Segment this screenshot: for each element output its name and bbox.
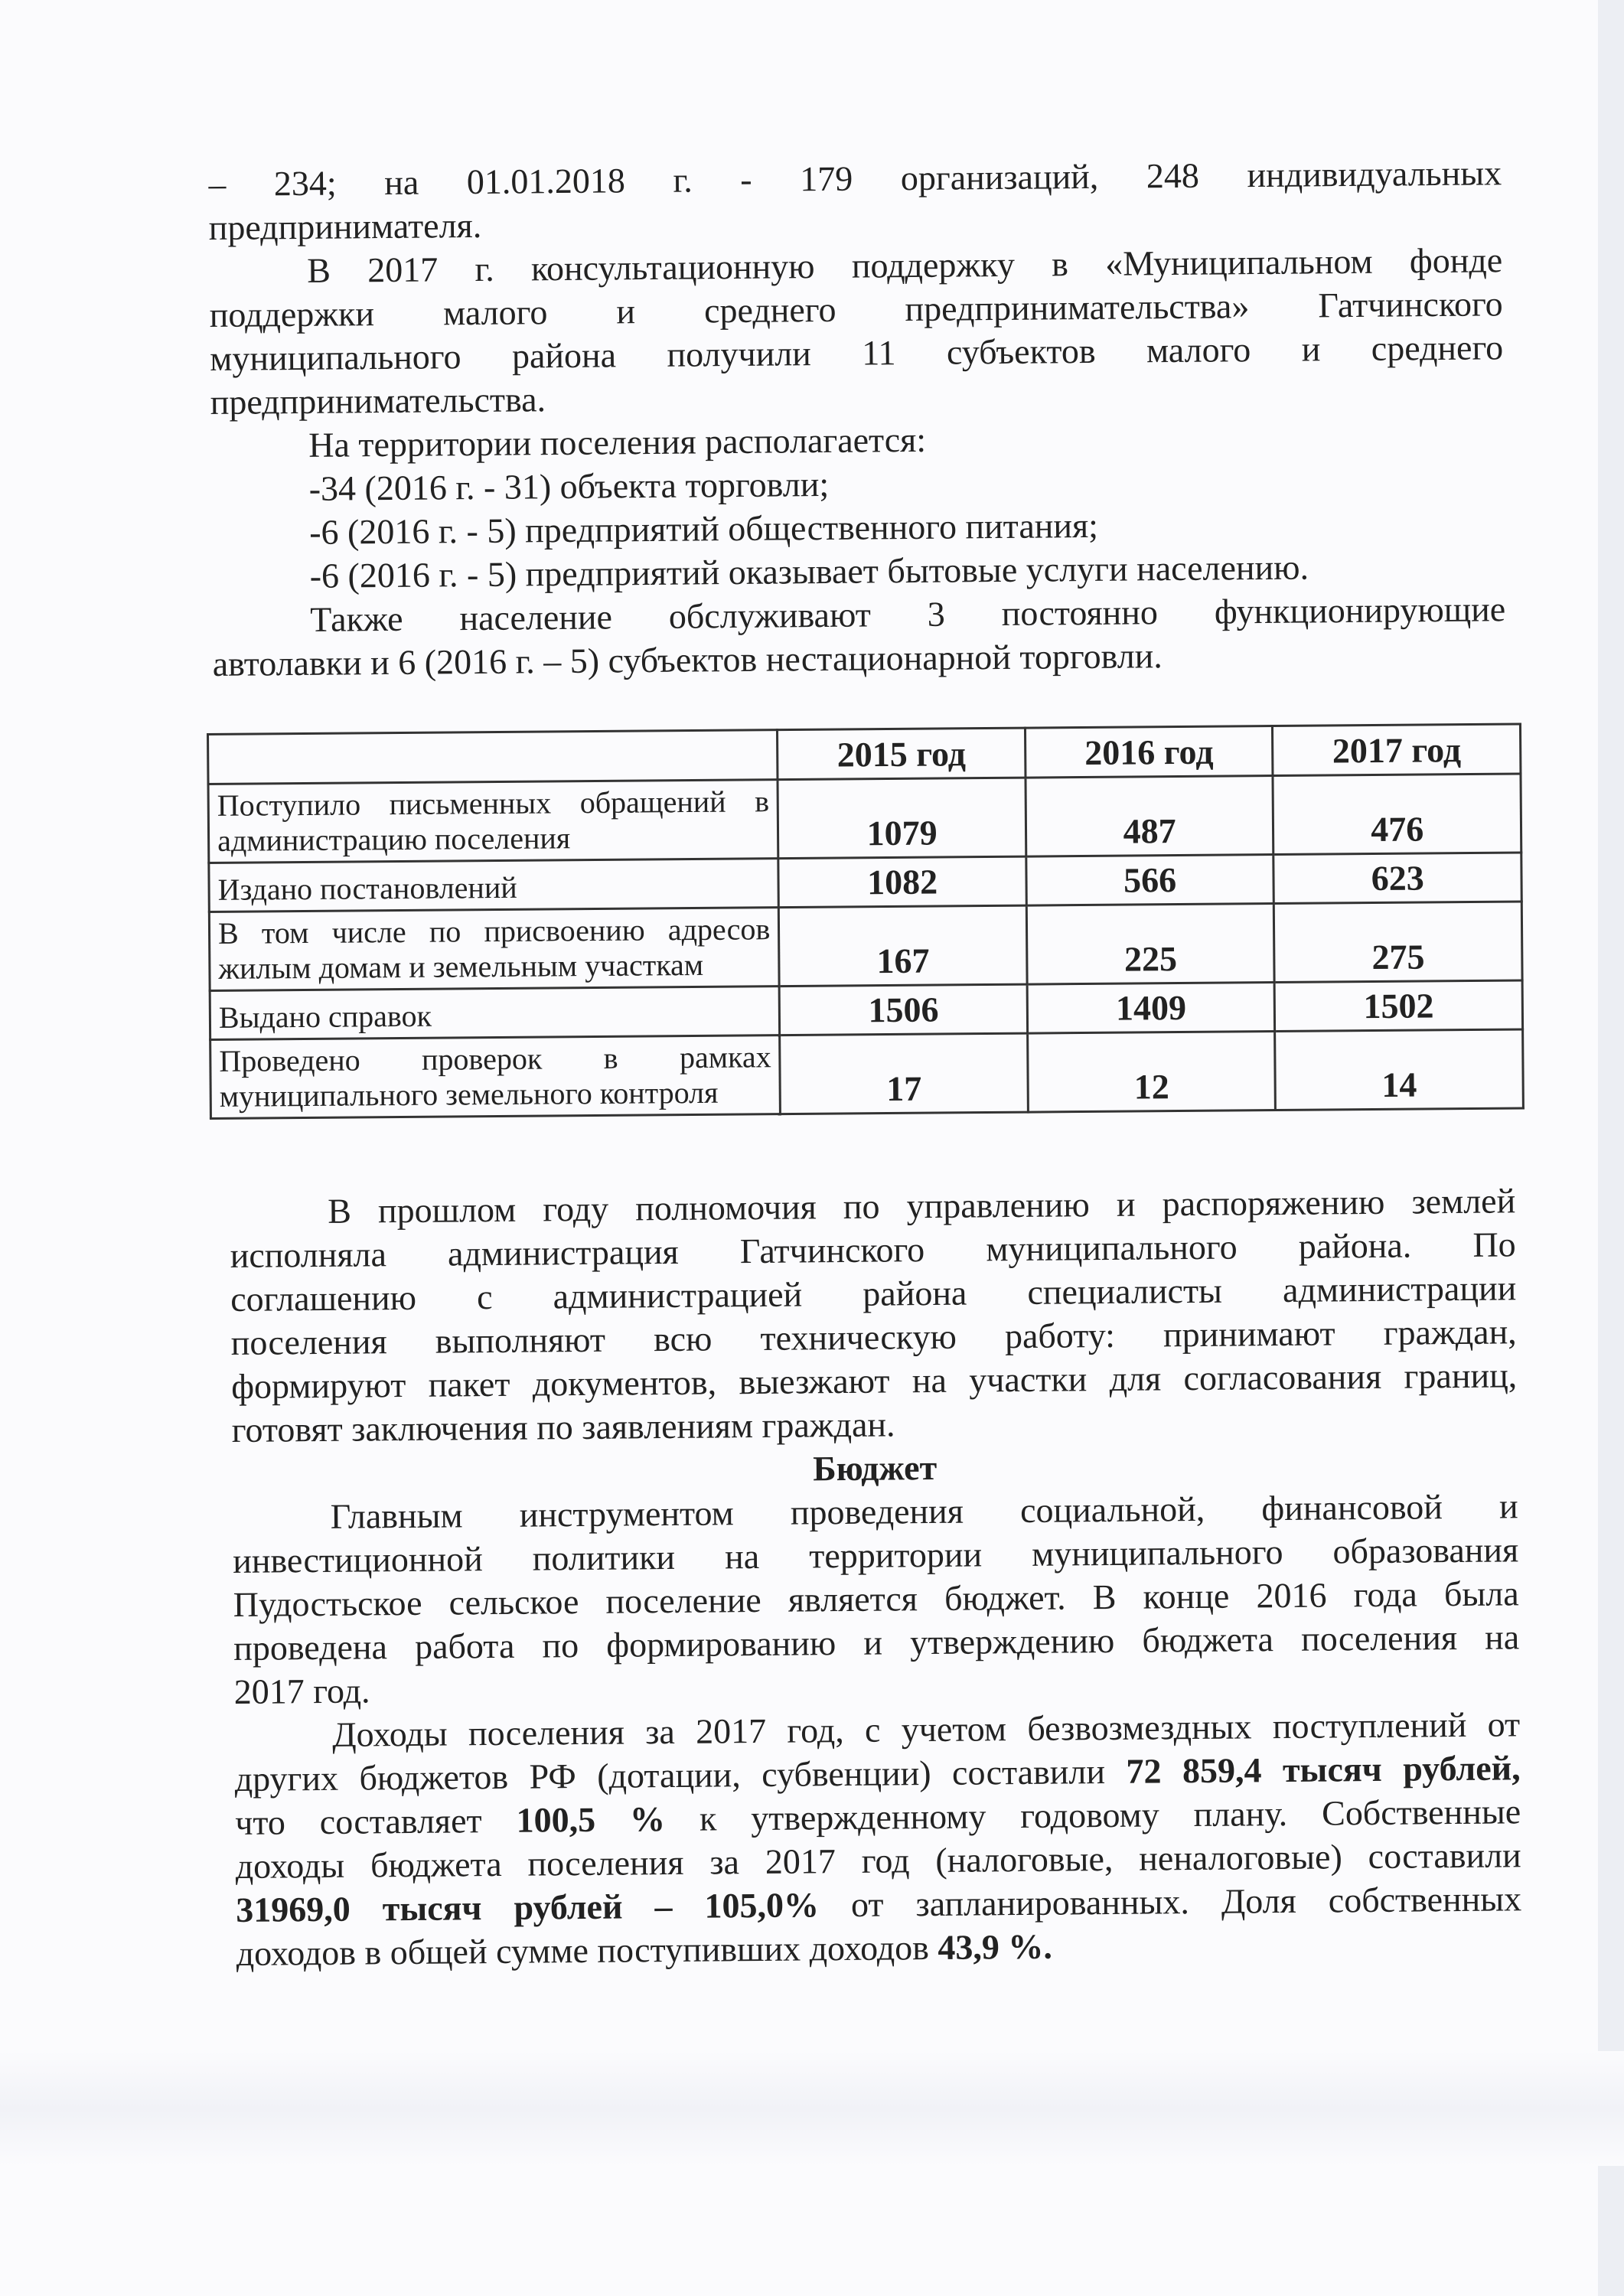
row-label: Проведено проверок в рамках муниципального земельного контроля (210, 1035, 781, 1119)
text: доходов в общей сумме поступивших доходов (236, 1927, 938, 1973)
cell-value: 487 (1026, 776, 1273, 857)
cell-value: 17 (780, 1033, 1028, 1114)
text: соглашению с администрацией района специалисты администрации (230, 1268, 1517, 1319)
intro-text (208, 151, 1506, 686)
text: предпринимательства. (210, 380, 546, 422)
text: Также население обслуживают 3 постоянно функционирующие (309, 589, 1506, 639)
column-header: 2015 год (778, 728, 1026, 780)
text: автолавки и 6 (2016 г. – 5) субъектов нестационарной торговли. (212, 636, 1163, 683)
table-row (210, 1029, 1524, 1118)
cell-value: 1082 (778, 856, 1026, 908)
text: Доходы поселения за 2017 год, с учетом безвозмездных поступлений от (331, 1704, 1521, 1754)
text: поддержки малого и среднего предпринимательства» Гатчинского (209, 284, 1503, 334)
cell-value: 12 (1027, 1032, 1275, 1113)
statistics-table (207, 723, 1525, 1120)
text: готовят заключения по заявлениям граждан. (231, 1404, 895, 1450)
text: исполняла администрация Гатчинского муниципального района. По (230, 1225, 1516, 1275)
text: -6 (2016 г. - 5) предприятий общественного питания; (309, 505, 1099, 552)
text: инвестиционной политики на территории муниципального образования (233, 1530, 1519, 1580)
row-label: В том числе по присвоению адресов жилым домам и земельным участкам (209, 908, 779, 991)
text: проведена работа по формированию и утверждению бюджета поселения на (233, 1617, 1520, 1668)
table-row (209, 902, 1522, 990)
text: В 2017 г. консультационную поддержку в «Муниципальном фонде (307, 240, 1503, 290)
cell-value: 1409 (1027, 983, 1275, 1034)
scan-edge (1598, 0, 1624, 2296)
cell-value: 275 (1274, 902, 1522, 983)
text: муниципального района получили 11 субъектов малого и среднего (210, 328, 1504, 378)
bold-text: Бюджет (812, 1447, 938, 1489)
text: доходы бюджета поселения за 2017 год (налоговые, неналоговые) составили (235, 1835, 1521, 1886)
text: что составляет (234, 1800, 517, 1842)
bold-text: 100,5 % (516, 1799, 666, 1840)
cell-value: 225 (1026, 904, 1274, 985)
cell-value: 14 (1275, 1029, 1523, 1110)
text: формируют пакет документов, выезжают на участки для согласования границ, (231, 1355, 1518, 1406)
text: к утвержденному годовому плану. Собственные (664, 1792, 1521, 1839)
text: предпринимателя. (208, 205, 482, 247)
column-header: 2017 год (1273, 724, 1521, 776)
cell-value: 1079 (778, 778, 1026, 859)
cell-value: 566 (1026, 855, 1274, 906)
table-row (208, 774, 1521, 863)
text: других бюджетов РФ (дотации, субвенции) составили (234, 1751, 1127, 1799)
cell-value: 1502 (1275, 980, 1523, 1032)
cell-value: 1506 (779, 984, 1027, 1035)
row-label: Поступило письменных обращений в администрацию поселения (208, 780, 778, 863)
text: 2017 год. (233, 1671, 370, 1711)
cell-value: 167 (779, 905, 1027, 987)
text: -6 (2016 г. - 5) предприятий оказывает бытовые услуги населению. (309, 547, 1309, 595)
scan-shadow (0, 2051, 1624, 2166)
text: Главным инструментом проведения социальной, финансовой и (330, 1486, 1518, 1536)
text: В прошлом году полномочия по управлению и распоряжению землей (328, 1181, 1516, 1231)
row-label: Издано постановлений (209, 859, 779, 912)
row-label: Выдано справок (210, 987, 780, 1040)
text: – 234; на 01.01.2018 г. - 179 организаций, 248 индивидуальных (208, 153, 1502, 204)
bold-text: 31969,0 тысяч рублей – 105,0% (235, 1885, 820, 1929)
text: -34 (2016 г. - 31) объекта торговли; (308, 464, 830, 508)
bold-text: 72 859,4 тысяч рублей, (1126, 1748, 1521, 1791)
column-header: 2016 год (1025, 726, 1273, 778)
text: от запланированных. Доля собственных (818, 1879, 1522, 1925)
column-header (208, 730, 778, 784)
cell-value: 476 (1273, 774, 1521, 855)
bold-text: 43,9 %. (938, 1926, 1053, 1967)
budget-text (230, 1179, 1522, 1975)
text: поселения выполняют всю техническую работу: принимают граждан, (230, 1312, 1517, 1362)
text: На территории поселения располагается: (308, 419, 927, 465)
text: Пудостьское сельское поселение является бюджет. В конце 2016 года была (233, 1574, 1519, 1624)
cell-value: 623 (1273, 853, 1521, 904)
